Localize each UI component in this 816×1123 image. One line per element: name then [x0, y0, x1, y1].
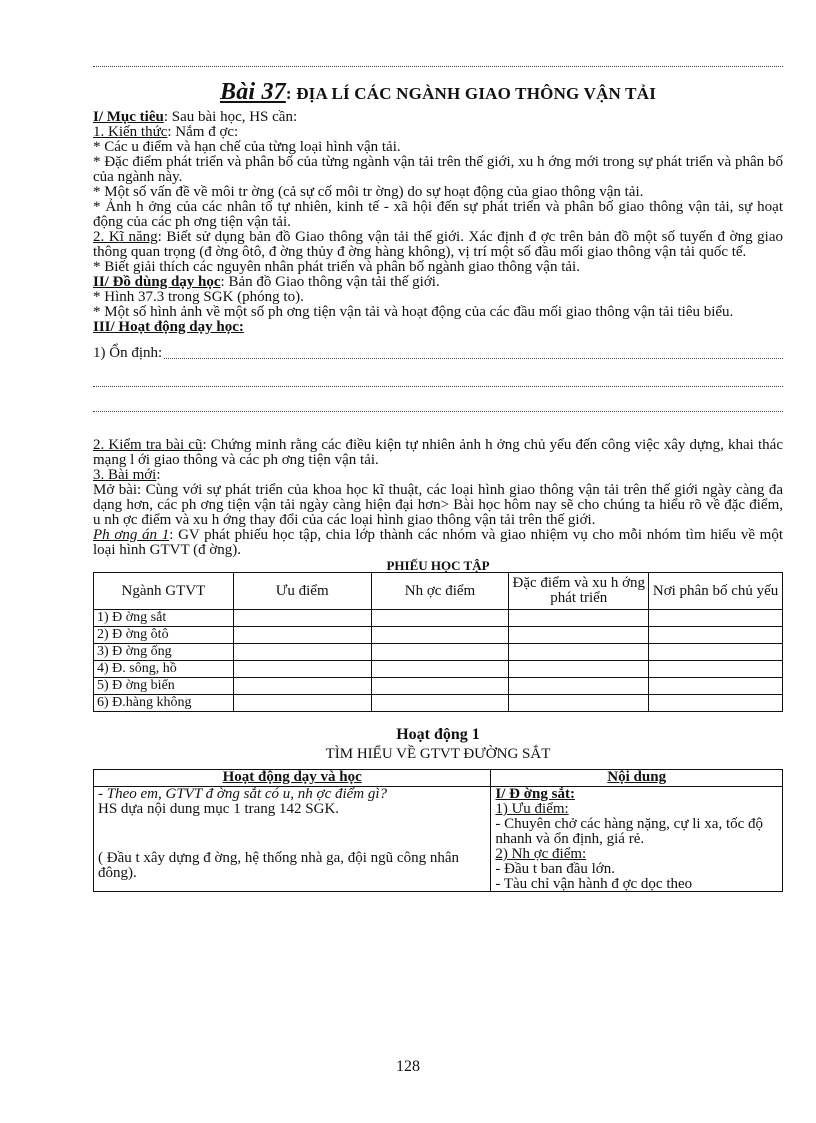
knowledge-item: * Các u điểm và hạn chế của từng loại hình vận tải. — [93, 139, 401, 155]
railway-adv-heading: 1) Ưu điểm: — [495, 801, 569, 817]
worksheet-row-label: 1) Đ ờng sắt — [94, 610, 234, 627]
activity1-question: - Theo em, GTVT đ ờng sắt có u, nh ợc điểm gì? — [98, 786, 388, 802]
page-number: 128 — [396, 1058, 420, 1075]
worksheet-row-label: 6) Đ.hàng không — [94, 695, 234, 712]
activity1-header-row — [94, 770, 783, 787]
worksheet-header: Nơi phân bố chủ yếu — [649, 573, 783, 610]
activity1-title: Hoạt động 1 — [396, 726, 480, 743]
plan-text: : GV phát phiếu học tập, chia lớp thành các nhóm và giao nhiệm vụ cho mỗi nhóm tìm hiểu về một loại hình GTVT (đ ờng). — [93, 527, 783, 558]
worksheet-row-label: 4) Đ. sông, hồ — [94, 661, 234, 678]
knowledge-line — [93, 125, 783, 140]
worksheet-header: Ưu điểm — [233, 573, 371, 610]
activities-heading: III/ Hoạt động dạy học: — [93, 319, 244, 335]
activity1-col-left: Hoạt động dạy và học — [94, 770, 491, 787]
knowledge-item: * Một số vấn đề về môi tr ờng (cả sự cố môi tr ờng) do sự hoạt động của giao thông vận tải. — [93, 184, 644, 200]
worksheet-header: Ngành GTVT — [94, 573, 234, 610]
objectives-intro: : Sau bài học, HS cần: — [163, 109, 298, 125]
new-lesson-line — [93, 468, 783, 483]
stabilize-fill-line — [164, 358, 783, 359]
table-row — [94, 610, 783, 627]
table-row — [94, 678, 783, 695]
table-row — [94, 661, 783, 678]
materials-heading: II/ Đồ dùng dạy học — [93, 274, 221, 290]
worksheet-row-label: 5) Đ ờng biển — [94, 678, 234, 695]
railway-adv-text: - Chuyên chở các hàng nặng, cự li xa, tốc độ nhanh và ổn định, giá rẻ. — [495, 816, 764, 847]
railway-dis-item: - Đầu t ban đầu lớn. — [495, 861, 615, 877]
materials-item: * Hình 37.3 trong SGK (phóng to). — [93, 289, 304, 305]
document-page — [93, 66, 783, 892]
activity1-body-row — [94, 787, 783, 892]
activity1-right-cell — [491, 787, 783, 892]
activity1-col-right: Nội dung — [491, 770, 783, 787]
check-heading: 2. Kiểm tra bài cũ — [93, 437, 203, 453]
stabilize-label: 1) Ổn định: — [93, 345, 163, 361]
lesson-colon: : — [285, 84, 292, 103]
blank-dotted-line — [93, 411, 783, 412]
lesson-number: Bài 37 — [219, 79, 286, 105]
intro-paragraph: Mở bài: Cùng với sự phát triển của khoa học kĩ thuật, các loại hình giao thông vận tải trên thế giới ngày càng đa dạng hơn, các ph ơng tiện vận tải ngày càng hiện đại hơn> Bài học hôm nay sẽ cho chúng ta hiểu rõ về đặc điểm, u nh ợc điểm và xu h ớng thay đổi của các loại hình giao thông vận tải trên thế giới. — [93, 482, 783, 528]
worksheet-header: Nh ợc điểm — [371, 573, 509, 610]
skills-item: * Biết giải thích các nguyên nhân phát triển và phân bố ngành giao thông vận tải. — [93, 259, 580, 275]
new-lesson-colon: : — [156, 467, 161, 483]
activity1-table — [93, 769, 783, 892]
worksheet-table — [93, 572, 783, 712]
table-row — [94, 695, 783, 712]
activity1-hint: HS dựa nội dung mục 1 trang 142 SGK. — [98, 801, 340, 817]
materials-line — [93, 275, 783, 290]
table-row — [94, 644, 783, 661]
plan-paragraph — [93, 528, 783, 558]
stabilize-row — [93, 345, 783, 362]
materials-item: * Một số hình ảnh về một số ph ơng tiện vận tải và hoạt động của các đầu mối giao thông vận tải tiêu biểu. — [93, 304, 734, 320]
worksheet-row-label: 3) Đ ờng ống — [94, 644, 234, 661]
skills-text: : Biết sử dụng bản đồ Giao thông vận tải thế giới. Xác định đ ợc trên bản đồ một số tuyến đ ờng giao thông quan trọng (đ ờng ôtô, đ ờng thủy đ ờng hàng không), vị trí một số đầu mối giao thông vận tải quốc tế. — [93, 229, 783, 260]
worksheet-title: PHIẾU HỌC TẬP — [386, 558, 490, 573]
railway-dis-item: - Tàu chỉ vận hành đ ợc dọc theo — [495, 877, 693, 891]
materials-text: : Bản đồ Giao thông vận tải thế giới. — [220, 274, 440, 290]
objectives-line — [93, 110, 783, 125]
knowledge-intro: : Nắm đ ợc: — [167, 124, 239, 140]
blank-dotted-line — [93, 386, 783, 387]
activity1-answer: ( Đầu t xây dựng đ ờng, hệ thống nhà ga, đội ngũ công nhân đông). — [98, 850, 459, 881]
knowledge-item: * Đặc điểm phát triển và phân bố của từng ngành vận tải trên thế giới, xu h ớng mới trong sự phát triển và phân bố của ngành này. — [93, 154, 783, 185]
knowledge-item: * Ảnh h ởng của các nhân tố tự nhiên, kinh tế - xã hội đến sự phát triển và phân bố giao thông vận tải, sự hoạt động của các ph ơng tiện vận tải. — [93, 199, 783, 230]
objectives-heading: I/ Mục tiêu — [93, 109, 164, 125]
knowledge-heading: 1. Kiến thức — [93, 124, 168, 140]
activity1-left-cell — [94, 787, 491, 892]
skills-paragraph — [93, 230, 783, 260]
new-lesson-heading: 3. Bài mới — [93, 467, 157, 483]
activities-heading-line — [93, 320, 783, 335]
worksheet-row-label: 2) Đ ờng ôtô — [94, 627, 234, 644]
activity1-subtitle: TÌM HIỂU VỀ GTVT ĐƯỜNG SẮT — [325, 746, 551, 762]
table-row — [94, 627, 783, 644]
railway-heading: I/ Đ ờng sắt: — [495, 786, 575, 802]
skills-heading: 2. Kĩ năng — [93, 229, 158, 245]
worksheet-header: Đặc điểm và xu h ớng phát triển — [509, 573, 649, 610]
lesson-heading: ĐỊA LÍ CÁC NGÀNH GIAO THÔNG VẬN TẢI — [296, 84, 657, 103]
lesson-title — [93, 79, 783, 106]
top-dotted-rule — [93, 66, 783, 67]
railway-dis-heading: 2) Nh ợc điểm: — [495, 846, 587, 862]
check-paragraph — [93, 438, 783, 468]
worksheet-header-row — [94, 573, 783, 610]
plan-label: Ph ơng án 1 — [93, 527, 170, 543]
check-text: : Chứng minh rằng các điều kiện tự nhiên ảnh h ởng chủ yếu đến công việc xây dựng, khai thác mạng l ới giao thông và các ph ơng tiện vận tải. — [93, 437, 783, 468]
